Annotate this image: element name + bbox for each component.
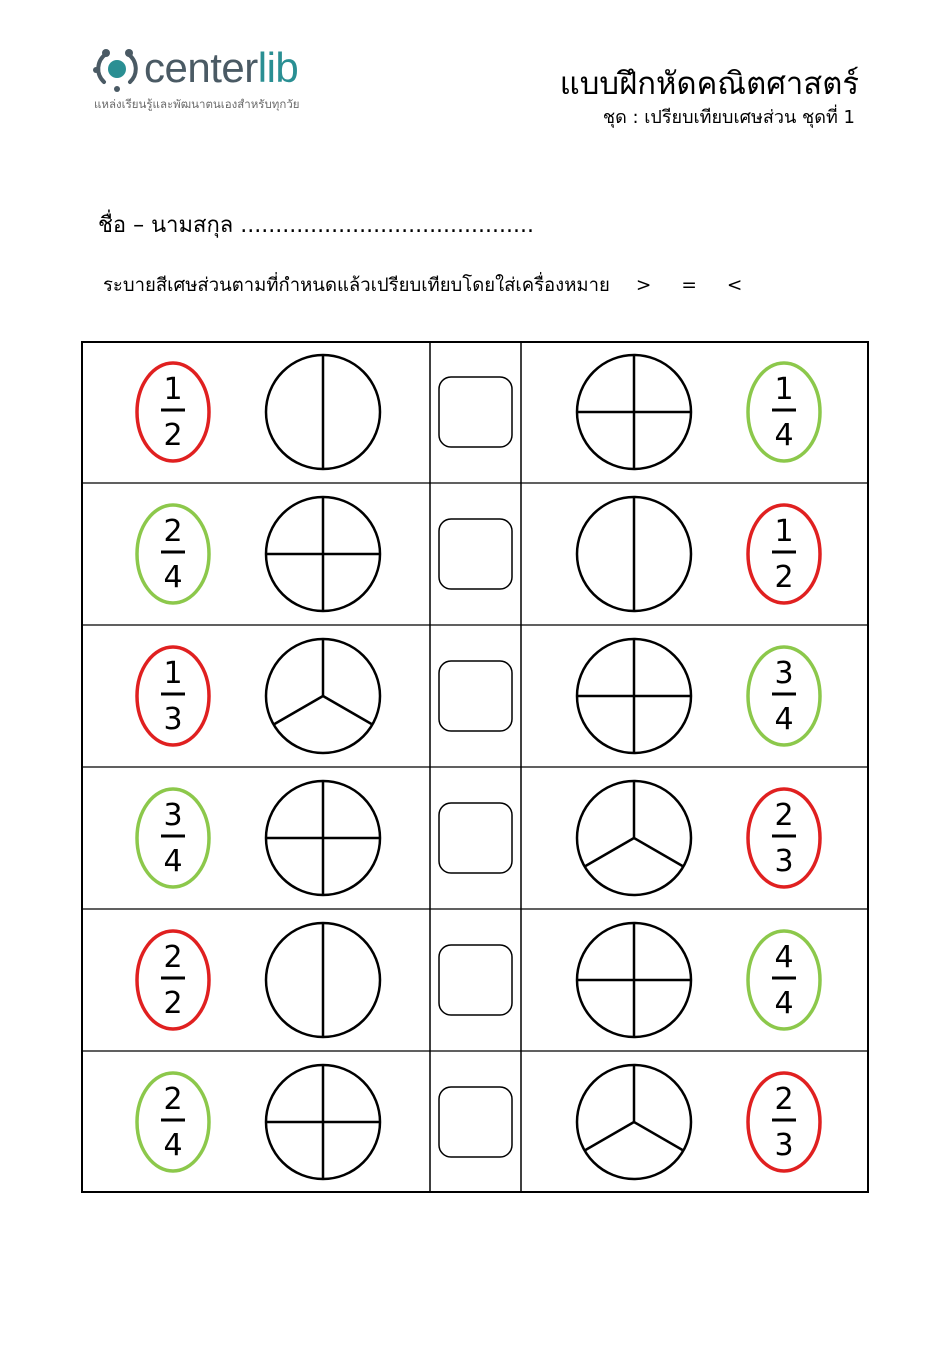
worksheet-subtitle: ชุด : เปรียบเทียบเศษส่วน ชุดที่ 1 [602, 107, 855, 128]
left-fraction-denominator: 4 [163, 1128, 183, 1163]
right-fraction-numerator: 1 [774, 372, 794, 407]
right-fraction-numerator: 1 [774, 514, 794, 549]
left-fraction-denominator: 4 [163, 560, 183, 595]
instruction-label: ระบายสีเศษส่วนตามที่กำหนดแล้วเปรียบเทียบโดยใส่เครื่องหมาย [103, 275, 610, 296]
right-fraction-denominator: 4 [774, 418, 794, 453]
left-fraction-numerator: 1 [163, 656, 183, 691]
brand-logo [92, 40, 352, 120]
right-fraction-numerator: 3 [774, 656, 794, 691]
symbol-greater: > [635, 275, 652, 296]
left-fraction-denominator: 4 [163, 844, 183, 879]
answer-box[interactable] [439, 1087, 512, 1157]
student-name-field[interactable]: ชื่อ – นามสกุล .......................................... [98, 213, 534, 238]
right-fraction-numerator: 4 [774, 940, 794, 975]
left-fraction-numerator: 2 [163, 940, 183, 975]
left-fraction-denominator: 2 [163, 418, 183, 453]
right-fraction-denominator: 2 [774, 560, 794, 595]
symbol-equal: = [681, 275, 697, 296]
comparison-table [81, 341, 869, 1193]
answer-box[interactable] [439, 519, 512, 589]
left-fraction-numerator: 2 [163, 514, 183, 549]
left-fraction-numerator: 3 [163, 798, 183, 833]
left-fraction-numerator: 2 [163, 1082, 183, 1117]
symbol-less: < [726, 275, 743, 296]
comparison-table-svg [81, 341, 869, 1193]
left-fraction-denominator: 2 [163, 986, 183, 1021]
answer-box[interactable] [439, 377, 512, 447]
right-fraction-numerator: 2 [774, 798, 794, 833]
worksheet-title: แบบฝึกหัดคณิตศาสตร์ [559, 66, 859, 102]
brand-name: centerlib [144, 44, 299, 91]
answer-box[interactable] [439, 945, 512, 1015]
brand-tagline: แหล่งเรียนรู้และพัฒนาตนเองสำหรับทุกวัย [94, 97, 300, 111]
right-fraction-denominator: 4 [774, 986, 794, 1021]
answer-box[interactable] [439, 661, 512, 731]
right-fraction-numerator: 2 [774, 1082, 794, 1117]
right-fraction-denominator: 4 [774, 702, 794, 737]
left-fraction-denominator: 3 [163, 702, 183, 737]
right-fraction-denominator: 3 [774, 1128, 794, 1163]
instruction-text [103, 271, 742, 300]
answer-box[interactable] [439, 803, 512, 873]
left-fraction-numerator: 1 [163, 372, 183, 407]
right-fraction-denominator: 3 [774, 844, 794, 879]
logo-mark-icon [92, 42, 142, 92]
